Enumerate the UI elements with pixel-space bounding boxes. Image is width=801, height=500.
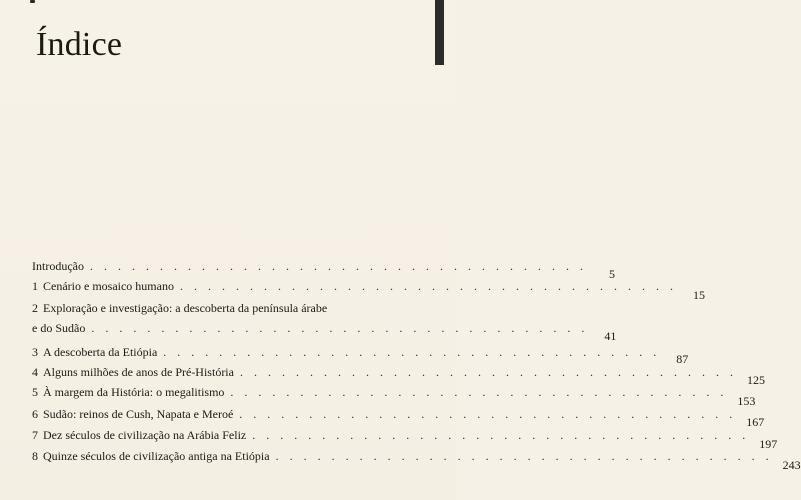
toc-entry-title-continued: e do Sudão	[32, 321, 86, 335]
page-corner-mark	[30, 0, 35, 3]
toc-entry-title: Exploração e investigação: a descoberta da península árabe	[43, 301, 328, 315]
toc-leader-dots: . . . . . . . . . . . . . . . . . . . . . . . . . . . . . . . . . . . .	[91, 321, 589, 335]
page-title: Índice	[36, 26, 123, 63]
toc-entry-intro[interactable]	[32, 258, 615, 281]
toc-entry-1[interactable]	[32, 278, 705, 302]
toc-entry-number: 4	[32, 365, 38, 379]
toc-entry-7[interactable]	[32, 427, 778, 451]
toc-entry-page: 243	[782, 458, 801, 472]
toc-entry-title: Dez séculos de civilização na Arábia Feliz	[43, 428, 247, 442]
toc-entry-5[interactable]	[32, 384, 756, 408]
toc-leader-dots: . . . . . . . . . . . . . . . . . . . . . . . . . . . . . . . . . . . .	[239, 365, 737, 379]
toc-entry-title: Cenário e mosaico humano	[43, 279, 174, 293]
toc-leader-dots: . . . . . . . . . . . . . . . . . . . . . . . . . . . . . . . . . . . .	[275, 449, 773, 463]
toc-entry-page: 5	[608, 267, 615, 281]
toc-leader-dots: . . . . . . . . . . . . . . . . . . . . . . . . . . . . . . . . . . . .	[89, 259, 587, 273]
toc-entry-title: Alguns milhões de anos de Pré-História	[43, 365, 234, 379]
toc-entry-number: 7	[32, 428, 38, 442]
toc-entry-number: 5	[32, 385, 38, 399]
toc-entry-page: 197	[759, 437, 778, 451]
toc-leader-dots: . . . . . . . . . . . . . . . . . . . . . . . . . . . . . . . . . . . .	[239, 407, 737, 421]
toc-leader-dots: . . . . . . . . . . . . . . . . . . . . . . . . . . . . . . . . . . . .	[230, 385, 728, 399]
toc-entry-page: 41	[604, 329, 617, 343]
toc-entry-3[interactable]	[32, 344, 689, 366]
toc-entry-8[interactable]	[32, 448, 801, 472]
toc-entry-page: 167	[746, 415, 765, 429]
toc-entry-title: A descoberta da Etiópia	[43, 345, 158, 359]
toc-entry-title: À margem da História: o megalitismo	[43, 385, 225, 399]
toc-entry-2[interactable]	[32, 300, 442, 316]
spine-bar	[435, 0, 444, 65]
toc-entry-title: Sudão: reinos de Cush, Napata e Meroé	[43, 407, 234, 421]
toc-leader-dots: . . . . . . . . . . . . . . . . . . . . . . . . . . . . . . . . . . . .	[179, 279, 677, 293]
toc-entry-number: 1	[32, 279, 38, 293]
toc-entry-number: 8	[32, 449, 38, 463]
toc-entry-6[interactable]	[32, 406, 765, 429]
toc-entry-2-continued[interactable]	[32, 320, 617, 343]
toc-entry-title: Quinze séculos de civilização antiga na Etiópia	[43, 449, 270, 463]
toc-entry-title: Introdução	[32, 259, 84, 273]
toc-entry-number: 3	[32, 345, 38, 359]
toc-entry-page: 125	[746, 373, 765, 387]
toc-leader-dots: . . . . . . . . . . . . . . . . . . . . . . . . . . . . . . . . . . . .	[163, 345, 661, 359]
toc-entry-number: 2	[32, 301, 38, 315]
toc-leader-dots: . . . . . . . . . . . . . . . . . . . . . . . . . . . . . . . . . . . .	[252, 428, 750, 442]
toc-entry-number: 6	[32, 407, 38, 421]
toc-entry-4[interactable]	[32, 364, 765, 387]
toc-entry-page: 87	[676, 352, 689, 366]
toc-entry-page: 153	[737, 394, 756, 408]
toc-entry-page: 15	[692, 288, 705, 302]
